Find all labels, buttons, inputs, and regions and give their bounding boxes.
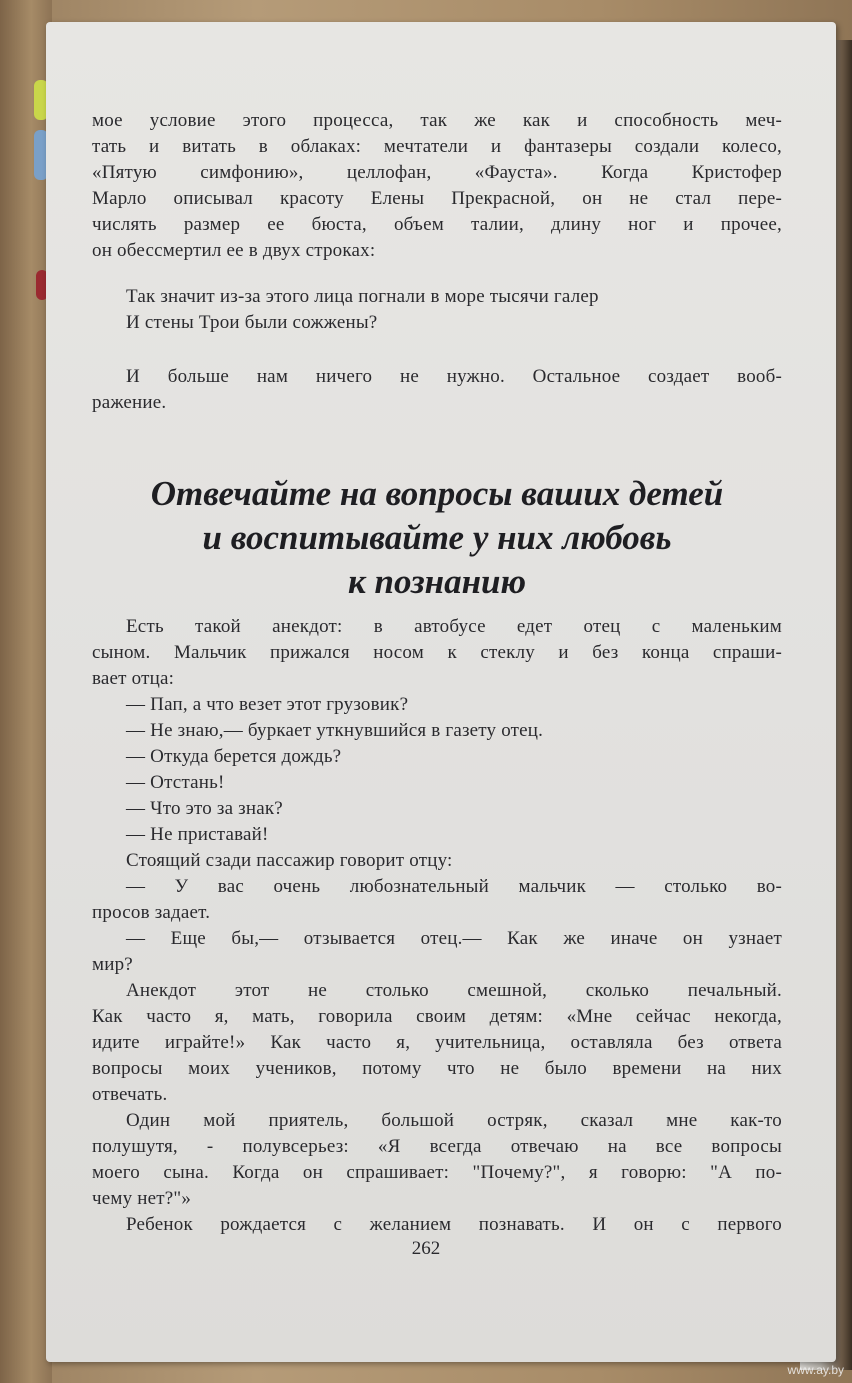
- text-line: Как часто я, мать, говорила своим детям: «Мне сейчас некогда,: [92, 1006, 782, 1027]
- dialogue-line: — У вас очень любознательный мальчик — столько во-: [126, 876, 782, 897]
- dialogue-line: — Что это за знак?: [126, 798, 283, 819]
- text-line: сыном. Мальчик прижался носом к стеклу и без конца спраши-: [92, 642, 782, 663]
- text-line: чему нет?"»: [92, 1188, 192, 1209]
- book-spine: [0, 0, 52, 1383]
- text-line: Стоящий сзади пассажир говорит отцу:: [126, 850, 453, 871]
- page-number: 262: [411, 1238, 441, 1259]
- text-line: просов задает.: [92, 902, 211, 923]
- text-line: вопросы моих учеников, потому что не было времени на них: [92, 1058, 782, 1079]
- heading-line: Отвечайте на вопросы ваших детей: [150, 474, 724, 513]
- dialogue-line: — Откуда берется дождь?: [126, 746, 342, 767]
- dialogue-line: — Не знаю,— буркает уткнувшийся в газету отец.: [126, 720, 544, 741]
- verse-line: И стены Трои были сожжены?: [126, 312, 378, 333]
- dialogue-line: — Пап, а что везет этот грузовик?: [126, 694, 409, 715]
- text-line: «Пятую симфонию», целлофан, «Фауста». Когда Кристофер: [92, 162, 782, 183]
- after-quote-paragraph: [92, 364, 782, 416]
- verse-quote: [92, 284, 782, 336]
- text-line: Ребенок рождается с желанием познавать. И он с первого: [126, 1214, 782, 1235]
- text-line: мое условие этого процесса, так же как и способность меч-: [92, 110, 782, 131]
- watermark: www.ay.by: [787, 1363, 844, 1377]
- verse-line: Так значит из-за этого лица погнали в море тысячи галер: [126, 286, 599, 307]
- text-line: Один мой приятель, большой остряк, сказал мне как-то: [126, 1110, 782, 1131]
- text-line: Марло описывал красоту Елены Прекрасной, он не стал пере-: [92, 188, 782, 209]
- text-line: числять размер ее бюста, объем талии, длину ног и прочее,: [92, 214, 782, 235]
- heading-line: к познанию: [347, 562, 527, 601]
- text-line: тать и витать в облаках: мечтатели и фантазеры создали колесо,: [92, 136, 782, 157]
- text-line: идите играйте!» Как часто я, учительница, оставляла без ответа: [92, 1032, 782, 1053]
- text-line: отвечать.: [92, 1084, 168, 1105]
- dialogue-line: — Еще бы,— отзывается отец.— Как же иначе он узнает: [126, 928, 782, 949]
- dialogue-line: — Не приставай!: [126, 824, 269, 845]
- section-heading: [92, 472, 782, 604]
- intro-paragraph: [92, 108, 782, 264]
- text-line: ражение.: [92, 392, 167, 413]
- heading-line: и воспитывайте у них любовь: [202, 518, 672, 557]
- text-line: он обессмертил ее в двух строках:: [92, 240, 376, 261]
- text-line: моего сына. Когда он спрашивает: "Почему?", я говорю: "А по-: [92, 1162, 782, 1183]
- text-line: Анекдот этот не столько смешной, сколько печальный.: [126, 980, 782, 1001]
- text-line: вает отца:: [92, 668, 175, 689]
- text-line: полушутя, - полувсерьез: «Я всегда отвечаю на все вопросы: [92, 1136, 782, 1157]
- text-line: мир?: [92, 954, 133, 975]
- text-line: Есть такой анекдот: в автобусе едет отец с маленьким: [126, 616, 782, 637]
- body-text: [92, 614, 782, 1238]
- dialogue-line: — Отстань!: [126, 772, 225, 793]
- text-line: И больше нам ничего не нужно. Остальное создает вооб-: [126, 366, 782, 387]
